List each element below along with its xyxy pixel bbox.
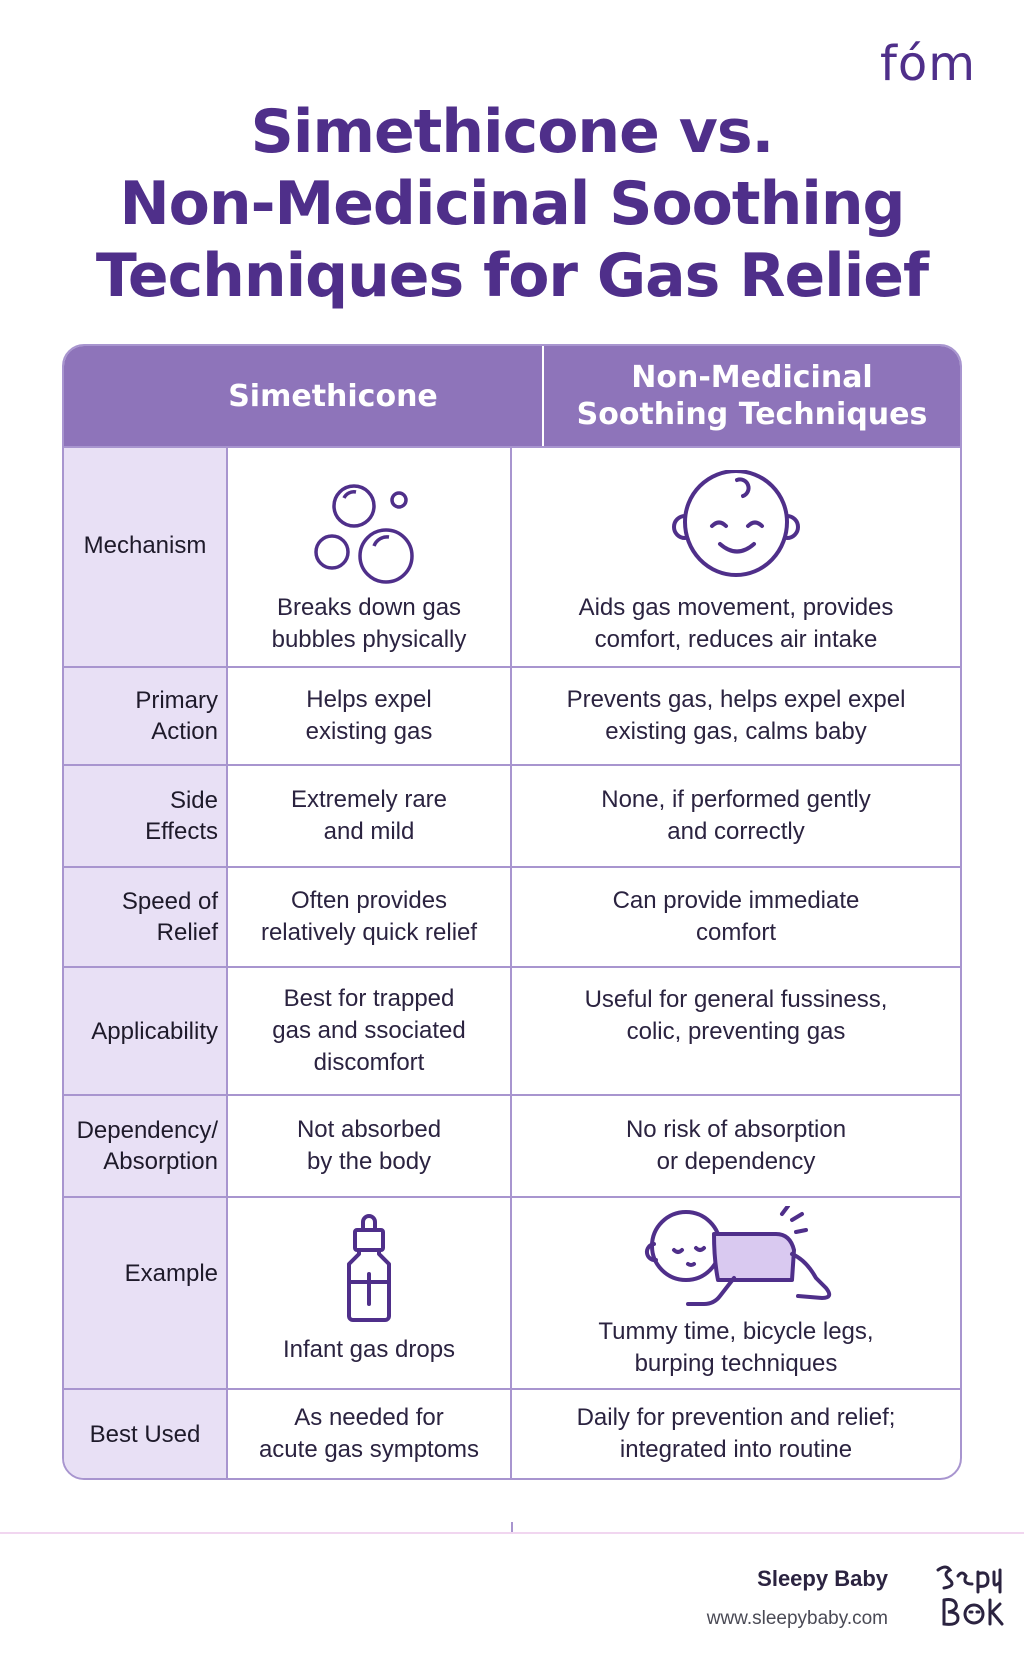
divider-tick <box>511 1522 513 1532</box>
cell-text-line-1: Aids gas movement, provides <box>578 594 894 621</box>
cell-simethicone-primary-action <box>228 668 512 764</box>
cell-text-line-2: acute gas symptoms <box>258 1436 480 1463</box>
cell-text-line-2: colic, preventing gas <box>626 1018 846 1045</box>
cell-text-line-2: comfort <box>695 919 776 946</box>
cell-text-line-1: Often provides <box>290 887 448 914</box>
row-label-dependency-absorption <box>64 1096 228 1196</box>
column-header-simethicone <box>64 346 544 446</box>
bubbles-icon <box>314 480 424 586</box>
row-label-primary-action <box>64 668 228 764</box>
row-applicability <box>64 966 960 1094</box>
column-header-simethicone-label: Simethicone <box>228 378 438 414</box>
cell-text-line-1: Best for trapped <box>283 985 455 1012</box>
cell-text-line-2: gas and ssociated <box>272 1017 466 1044</box>
cell-non-medicinal-primary-action <box>512 668 960 764</box>
column-header-non-medicinal-line-1: Non-Medicinal <box>631 360 873 395</box>
column-header-non-medicinal <box>544 346 960 446</box>
title-line-3: Techniques for Gas Relief <box>95 241 929 311</box>
cell-text-line-2: and mild <box>323 818 415 845</box>
cell-non-medicinal-example <box>512 1198 960 1388</box>
cell-text-line-1: Tummy time, bicycle legs, <box>598 1318 874 1345</box>
cell-text-line-1: Helps expel <box>306 686 432 713</box>
row-label-text-line-2: Relief <box>156 919 218 946</box>
row-label-mechanism <box>64 448 228 666</box>
row-speed-of-relief <box>64 866 960 966</box>
cell-text-line-2: existing gas <box>305 718 433 745</box>
cell-non-medicinal-mechanism <box>512 448 960 666</box>
row-label-speed-of-relief <box>64 868 228 966</box>
cell-text-line-1: As needed for <box>294 1404 444 1431</box>
cell-text-line-1: Breaks down gas <box>276 594 462 621</box>
row-side-effects <box>64 764 960 866</box>
row-label-text-line-1: Side <box>169 787 218 814</box>
row-label-applicability <box>64 968 228 1094</box>
cell-text-line-1: Daily for prevention and relief; <box>576 1404 896 1431</box>
cell-text-line-2: bubbles physically <box>271 626 467 653</box>
row-example <box>64 1196 960 1388</box>
row-primary-action <box>64 666 960 764</box>
cell-text-line-1: Infant gas drops <box>282 1336 456 1363</box>
row-label-side-effects <box>64 766 228 866</box>
cell-text-line-1: No risk of absorption <box>625 1116 847 1143</box>
cell-text-line-1: Can provide immediate <box>612 887 860 914</box>
cell-non-medicinal-dependency-absorption <box>512 1096 960 1196</box>
cell-text-line-2: and correctly <box>667 818 805 845</box>
row-label-text-line-2: Absorption <box>103 1148 218 1175</box>
cell-text-line-1: Useful for general fussiness, <box>584 986 888 1013</box>
cell-non-medicinal-best-used <box>512 1390 960 1478</box>
cell-text-line-2: existing gas, calms baby <box>605 718 867 745</box>
sleepy-baby-logo-icon <box>934 1560 1004 1630</box>
cell-text-line-3: discomfort <box>313 1049 425 1076</box>
row-label-text: Mechanism <box>83 532 207 559</box>
row-mechanism <box>64 446 960 666</box>
row-label-text-line-1: Primary <box>135 687 218 714</box>
cell-simethicone-mechanism <box>228 448 512 666</box>
cell-simethicone-speed-of-relief <box>228 868 512 966</box>
comparison-table <box>62 344 962 1480</box>
page-title <box>0 96 1024 312</box>
row-label-best-used <box>64 1390 228 1478</box>
cell-non-medicinal-side-effects <box>512 766 960 866</box>
row-dependency-absorption <box>64 1094 960 1196</box>
title-line-2: Non-Medicinal Soothing <box>119 169 905 239</box>
cell-simethicone-side-effects <box>228 766 512 866</box>
row-label-text: Example <box>124 1260 218 1287</box>
title-line-1: Simethicone vs. <box>250 97 774 167</box>
cell-simethicone-dependency-absorption <box>228 1096 512 1196</box>
cell-non-medicinal-speed-of-relief <box>512 868 960 966</box>
column-header-non-medicinal-line-2: Soothing Techniques <box>576 397 928 432</box>
cell-text-line-1: Extremely rare <box>290 786 448 813</box>
cell-text-line-1: None, if performed gently <box>601 786 871 813</box>
cell-text-line-1: Prevents gas, helps expel expel <box>566 686 906 713</box>
cell-simethicone-best-used <box>228 1390 512 1478</box>
cell-text-line-1: Not absorbed <box>296 1116 442 1143</box>
row-label-text-line-2: Action <box>151 718 218 745</box>
row-label-text-line-1: Speed of <box>121 888 218 915</box>
footer-url[interactable]: www.sleepybaby.com <box>706 1608 888 1629</box>
cell-text-line-2: or dependency <box>656 1148 816 1175</box>
footer-divider <box>0 1532 1024 1534</box>
row-label-example <box>64 1198 228 1388</box>
crawling-baby-icon <box>636 1206 836 1310</box>
row-label-text-line-2: Effects <box>145 818 218 845</box>
dropper-bottle-icon <box>339 1212 399 1324</box>
row-label-text-line-1: Dependency/ <box>76 1117 218 1144</box>
row-label-text: Best Used <box>89 1420 201 1448</box>
baby-face-icon <box>663 470 809 586</box>
cell-simethicone-example <box>228 1198 512 1388</box>
table-header <box>64 346 960 446</box>
cell-text-line-2: burping techniques <box>634 1350 838 1377</box>
cell-non-medicinal-applicability <box>512 968 960 1094</box>
cell-text-line-2: comfort, reduces air intake <box>594 626 878 653</box>
cell-text-line-2: relatively quick relief <box>260 919 478 946</box>
row-best-used <box>64 1388 960 1478</box>
footer-brand-name: Sleepy Baby <box>757 1566 888 1591</box>
cell-text-line-2: by the body <box>306 1148 432 1175</box>
row-label-text: Applicability <box>91 1017 218 1045</box>
brand-logo: fóm <box>879 36 976 92</box>
cell-simethicone-applicability <box>228 968 512 1094</box>
cell-text-line-2: integrated into routine <box>619 1436 853 1463</box>
